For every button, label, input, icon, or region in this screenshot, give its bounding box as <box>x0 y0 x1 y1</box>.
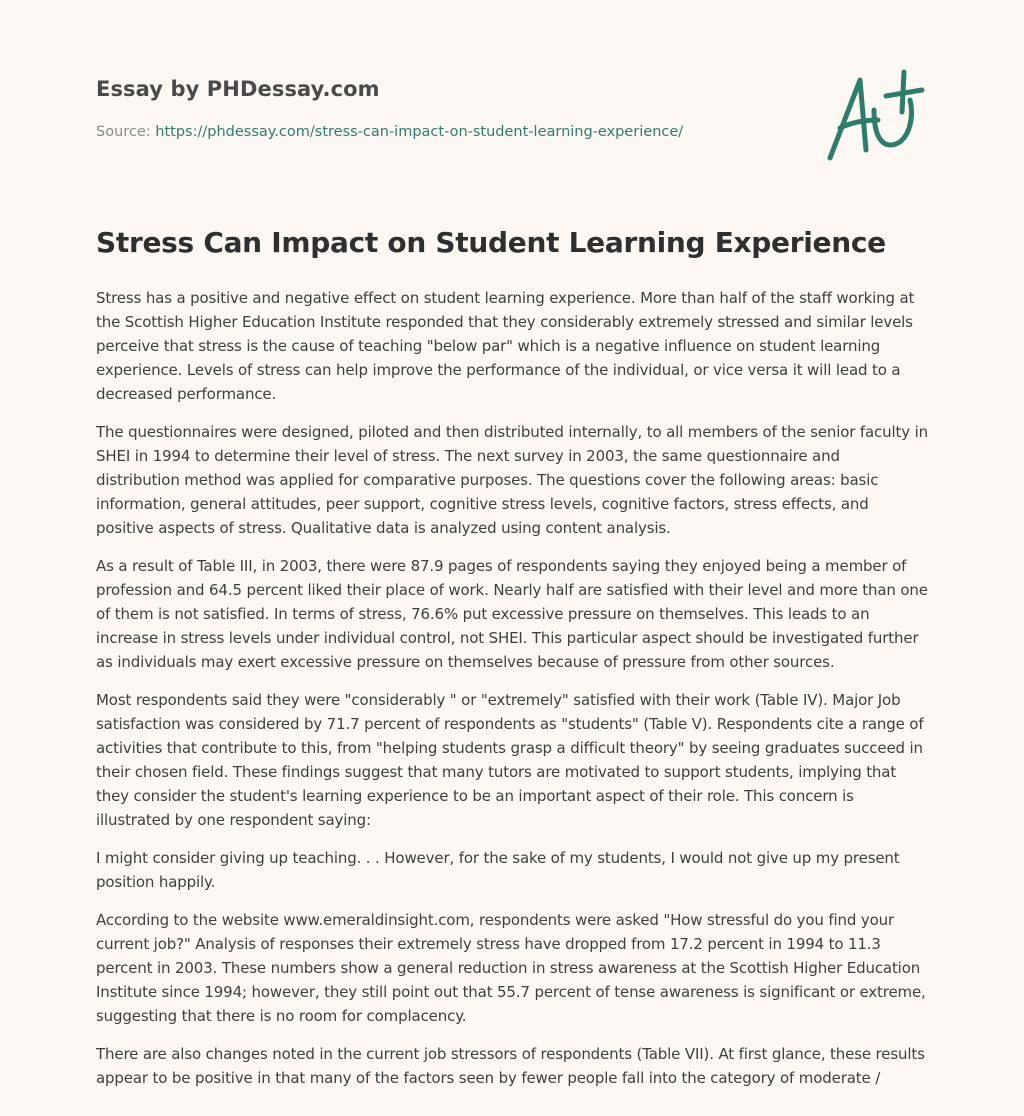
paragraph-1: Stress has a positive and negative effect on student learning experience. More than half of the staff working at the Scottish Higher Education Institute responded that they considerably extremely stressed and similar levels perceive that stress is the cause of teaching "below par" which is a negative influence on student learning experience. Levels of stress can help improve the performance of the individual, or vice versa it will lead to a decreased performance. <box>96 289 915 403</box>
paragraph-6: According to the website www.emeraldinsight.com, respondents were asked "How stressful do you find your current job?" Analysis of responses their extremely stress have dropped from 17.2 percent in 1994 to 11.3 percent in 2003. These numbers show a general reduction in stress awareness at the Scottish Higher Education Institute since 1994; however, they still point out that 55.7 percent of tense awareness is significant or extreme, suggesting that there is no room for complacency. <box>96 911 926 1025</box>
paragraph-3: As a result of Table III, in 2003, there were 87.9 pages of respondents saying they enjoyed being a member of profession and 64.5 percent liked their place of work. Nearly half are satisfied with their level and more than one of them is not satisfied. In terms of stress, 76.6% put excessive pressure on themselves. This leads to an increase in stress levels under individual control, not SHEI. This particular aspect should be investigated further as individuals may exert excessive pressure on themselves because of pressure from other sources. <box>96 557 928 671</box>
a-plus-grade-icon <box>822 66 930 166</box>
source-line <box>96 124 683 140</box>
brand-title: Essay by PHDessay.com <box>96 77 380 101</box>
source-label: Source: <box>96 124 156 140</box>
article-body <box>96 286 928 1104</box>
paragraph-7: There are also changes noted in the current job stressors of respondents (Table VII). At first glance, these results appear to be positive in that many of the factors seen by fewer people fall into the category of moderate / <box>96 1045 925 1087</box>
article-title: Stress Can Impact on Student Learning Experience <box>96 226 886 259</box>
paragraph-5-quote: I might consider giving up teaching. . . However, for the sake of my students, I would not give up my present position happily. <box>96 849 900 891</box>
page-header-region <box>96 0 928 200</box>
header <box>96 0 928 200</box>
paragraph-2: The questionnaires were designed, piloted and then distributed internally, to all members of the senior faculty in SHEI in 1994 to determine their level of stress. The next survey in 2003, the same questionnaire and distribution method was applied for comparative purposes. The questions cover the following areas: basic information, general attitudes, peer support, cognitive stress levels, cognitive factors, stress effects, and positive aspects of stress. Qualitative data is analyzed using content analysis. <box>96 423 928 537</box>
paragraph-4: Most respondents said they were "considerably " or "extremely" satisfied with their work (Table IV). Major Job satisfaction was considered by 71.7 percent of respondents as "students" (Table V). Respondents cite a range of activities that contribute to this, from "helping students grasp a difficult theory" by seeing graduates succeed in their chosen field. These findings suggest that many tutors are motivated to support students, implying that they consider the student's learning experience to be an important aspect of their role. This concern is illustrated by one respondent saying: <box>96 691 924 829</box>
source-link[interactable]: https://phdessay.com/stress-can-impact-on-student-learning-experience/ <box>155 124 684 140</box>
